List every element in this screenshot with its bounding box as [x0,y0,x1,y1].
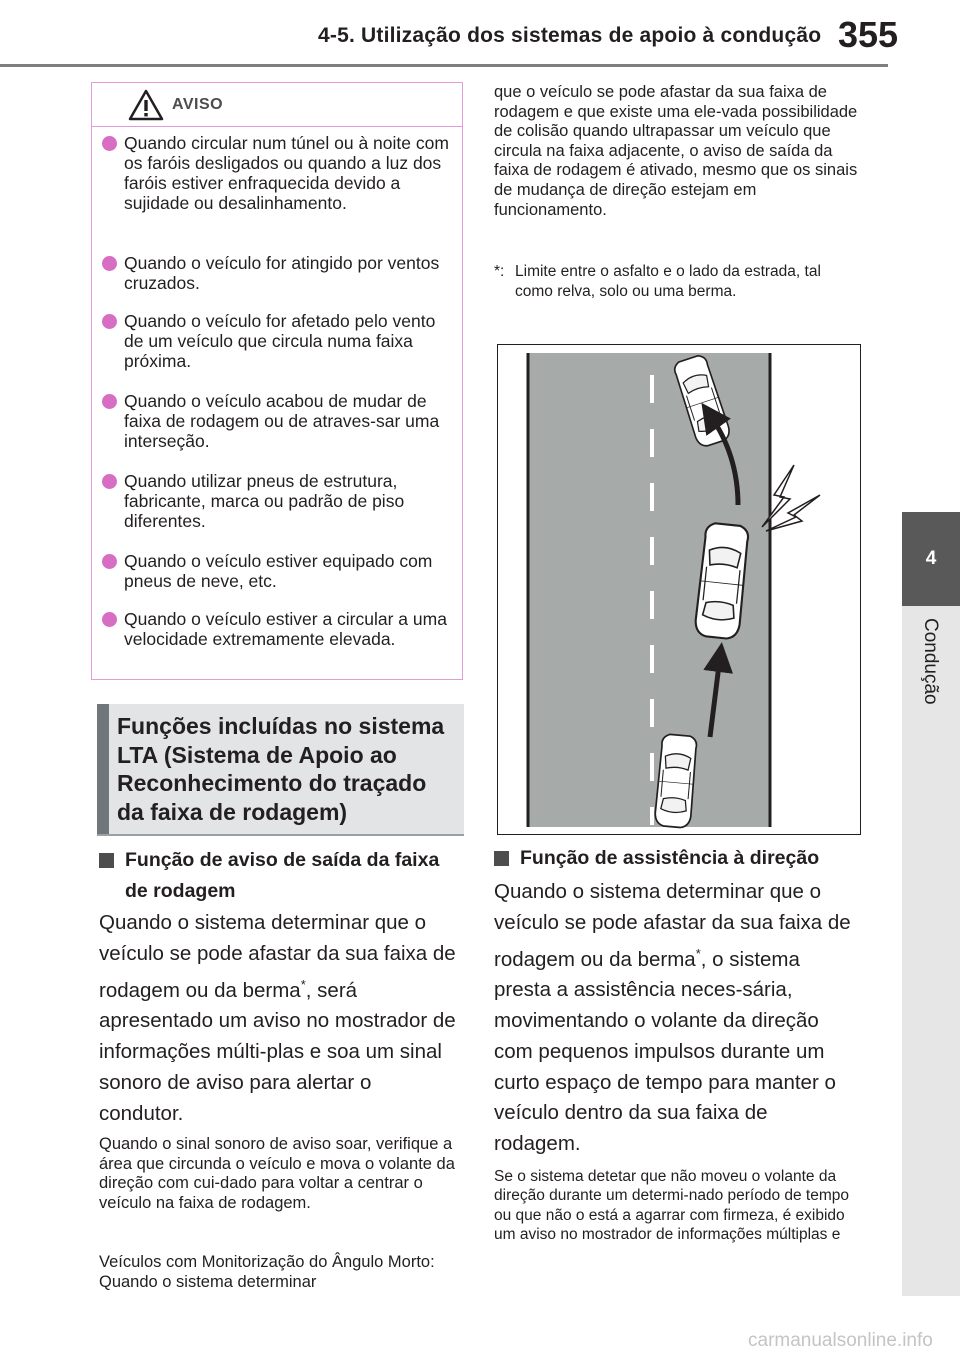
paragraph-text: Quando o sistema determinar que o veículo se pode afastar da sua faixa de rodagem ou da berma [99,911,456,1002]
paragraph-steering-warning: Se o sistema detetar que não moveu o volante da direção durante um determi-nado período de tempo ou que não o está a agarrar com firmeza, é exibido um aviso no mostrador de informações múltiplas e [494,1168,849,1244]
header-rule [0,64,888,67]
bullet-icon [102,136,117,151]
bullet-icon [102,256,117,271]
header-title: 4-5. Utilização dos sistemas de apoio à condução [318,24,822,47]
footnote-text: Limite entre o asfalto e o lado da estrada, tal como relva, solo ou uma berma. [515,263,821,300]
warning-header [92,83,462,127]
paragraph-text: , o sistema presta a assistência neces-sária, movimentando o volante da direção com pequenos impulsos durante um curto espaço de tempo para manter o veículo dentro da sua faixa de rodagem. [494,947,836,1156]
square-bullet-icon [494,851,509,866]
chapter-number-tab: 4 [902,512,960,606]
warning-item-text: Quando o veículo for afetado pelo vento de um veículo que circula numa faixa próxima. [124,311,436,371]
section-heading-bar [97,704,109,834]
warning-item-text: Quando circular num túnel ou à noite com os faróis desligados ou quando a luz dos faróis estiver enfraquecida devido a sujidade ou desalinhamento. [124,133,449,213]
section-heading-box [97,704,464,836]
square-bullet-icon [99,853,114,868]
warning-item [100,253,452,293]
warning-item [100,133,452,213]
warning-box [91,82,463,680]
subheading-text: Função de aviso de saída da faixa de rodagem [125,849,440,902]
watermark: carmanualsonline.info [748,1330,933,1351]
road-illustration [498,345,859,833]
warning-title: AVISO [172,96,224,113]
bullet-icon [102,394,117,409]
warning-item-text: Quando o veículo acabou de mudar de faixa de rodagem ou de atraves-sar uma interseção. [124,391,440,451]
footnote-reference: * [300,976,306,992]
warning-item-text: Quando o veículo for atingido por ventos cruzados. [124,253,440,293]
warning-item-text: Quando o veículo estiver equipado com pneus de neve, etc. [124,551,433,591]
bullet-icon [102,474,117,489]
warning-item [100,471,452,531]
subheading-text: Função de assistência à direção [520,847,820,869]
bullet-icon [102,554,117,569]
warning-triangle-icon [128,89,164,121]
warning-item [100,609,452,649]
section-heading: Funções incluídas no sistema LTA (Sistema de Apoio ao Reconhecimento do traçado da faixa de rodagem) [117,713,445,825]
warning-item [100,551,452,591]
paragraph-warning-buzzer: Quando o sinal sonoro de aviso soar, verifique a área que circunda o veículo e mova o volante da direção com cui-dado para voltar a centrar o veículo na faixa de rodagem. [99,1135,455,1212]
subheading-lane-departure-warning [99,845,449,907]
paragraph-text: , será apresentado um aviso no mostrador de informações múlti-plas e soa um sinal sonoro de aviso para alertar o condutor. [99,978,456,1125]
subheading-steering-assist [494,843,860,874]
warning-item-text: Quando o veículo estiver a circular a uma velocidade extremamente elevada. [124,609,447,649]
footnote-reference: * [695,945,701,961]
warning-item [100,391,452,451]
page-number: 355 [838,14,899,55]
lane-departure-diagram [497,344,861,835]
paragraph-blind-spot-continued: que o veículo se pode afastar da sua faixa de rodagem e que existe uma ele-vada possibilidade de colisão quando ultrapassar um veículo que circula na faixa adjacente, o aviso de saída da faixa de rodagem é ativado, mesmo que os sinais de mudança de direção estejam em funcionamento. [494,83,858,219]
paragraph-text: Quando o sistema determinar que o veículo se pode afastar da sua faixa de rodagem ou da berma [494,880,851,971]
bullet-icon [102,612,117,627]
bullet-icon [102,314,117,329]
footnote [494,262,854,302]
paragraph-steering-assist [494,877,858,1160]
warning-item-text: Quando utilizar pneus de estrutura, fabricante, marca ou padrão de piso diferentes. [124,471,405,531]
paragraph-lane-departure [99,908,459,1129]
paragraph-blind-spot: Veículos com Monitorização do Ângulo Morto: Quando o sistema determinar [99,1253,435,1291]
footnote-mark: *: [494,263,505,280]
warning-item [100,311,452,371]
chapter-label [906,606,954,716]
chapter-label-text: Condução [920,617,941,705]
